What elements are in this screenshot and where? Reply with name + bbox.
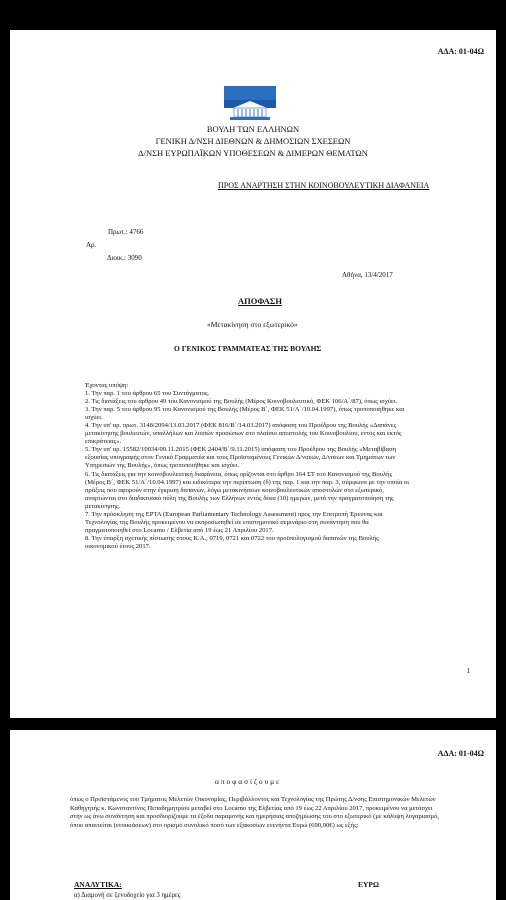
consideration-item: 2. Τις διατάξεις του άρθρου 49 του Κανονισμού της Βουλής (Μέρος Κοινοβουλευτικό, ΦΕΚ 106/Α΄/87), όπως ισχύει. — [85, 398, 398, 406]
consideration-item: 7. Την πρόσκληση της EPTA (European Parliamentary Technology Assessment) προς την Επιτροπή Έρευνας και Τεχνολογίας της Βουλής προκειμένου να εκπροσωπηθεί σε επιστημονικό σεμινάριο στη συνάντηση που θα πραγματοποιηθεί στο Locarno / Ελβετία από 19 έως 21 Απριλίου 2017. — [85, 510, 383, 534]
document-date: Αθήνα, 13/4/2017 — [342, 271, 393, 279]
consideration-item: 3. Την παρ. 5 του άρθρου 95 του Κανονισμού της Βουλής (Μέρος Β΄, ΦΕΚ 51/Α΄/10.04.1997), όπως τροποποιήθηκε και ισχύει. — [85, 406, 405, 422]
parliament-logo-icon — [224, 86, 276, 120]
ada-code: ΑΔΑ: 01-04Ω — [437, 47, 484, 56]
posting-note: ΠΡΟΣ ΑΝΑΡΤΗΣΗ ΣΤΗΝ ΚΟΙΝΟΒΟΥΛΕΥΤΙΚΗ ΔΙΑΦΑΝΕΙΑ — [218, 181, 430, 190]
issuing-authority: Ο ΓΕΝΙΚΟΣ ΓΡΑΜΜΑΤΕΑΣ ΤΗΣ ΒΟΥΛΗΣ — [174, 344, 322, 353]
ada-code: ΑΔΑ: 01-04Ω — [437, 749, 484, 758]
consideration-item: 4. Την υπ' αρ. πρωτ. 3148/2094/13.03.2017 (ΦΕΚ 816/Β΄/14.03.2017) απόφαση του Προέδρου της Βουλής «Δαπάνες μετακίνησης βουλευτών, υπαλλήλων και λοιπών προσώπων στο πλαίσιο αποστολής του Κοινοβουλίου, εντός και εκτός επικράτειας». — [85, 422, 402, 446]
header-general-directorate: ΓΕΝΙΚΗ Δ/ΝΣΗ ΔΙΕΘΝΩΝ & ΔΗΜΟΣΙΩΝ ΣΧΕΣΕΩΝ — [155, 136, 351, 146]
protocol-ar: Αρ. — [86, 241, 97, 249]
consideration-item: 5. Την υπ' αρ. 15582/10034/09.11.2015 (ΦΕΚ 2404/Β΄/9.11.2015) απόφαση του Προέδρου της Βουλής «Μεταβίβαση εξουσίας υπογραφής στον Γενικό Γραμματέα και τους Προϊσταμένους Γενικών Δ/νσεων, Δ/νσεων και Τμημάτων των Υπηρεσιών της Βουλής», όπως τροποποιήθηκε και ισχύει. — [85, 446, 397, 470]
header-parliament-name: ΒΟΥΛΗ ΤΩΝ ΕΛΛΗΝΩΝ — [206, 124, 300, 134]
having-regard-label: Έχοντας υπόψη: — [85, 382, 129, 389]
consideration-item: 8. Την ύπαρξη σχετικής πίστωσης στους Κ.Α., 0719, 0721 και 0722 του προϋπολογισμού δαπανών της Βουλής οικονομικού έτους 2017. — [85, 534, 379, 550]
consideration-item: 6. Τις διατάξεις για την κοινοβουλευτική διαφάνεια, όπως ορίζονται στο άρθρο 164 ΣΤ του Κανονισμού της Βουλής (Μέρος Β΄, ΦΕΚ 51/Α΄/10.04.1997) και ειδικότερα την περίπτωση (δ) της παρ. 1 και την παρ. 3, σύμφωνα με την οποία οι πράξεις που αφορούν στην έγκριση δαπανών, λόγω μετακινήσεων κοινοβουλευτικών αποστολών στο εξωτερικό, αναρτώνται στο διαδικτυακό πύλη της Βουλής των Ελλήνων εντός δέκα (10) ημερών, μετά την πραγματοποίηση της μετακίνησης. — [85, 470, 410, 510]
protocol-dioik: Διοικ.: 3090 — [107, 254, 142, 262]
document-title: ΑΠΟΦΑΣΗ — [238, 296, 282, 306]
expense-item: α) Διαμονή σε ξενοδοχείο για 3 ημέρες — [74, 892, 181, 899]
page-number: 1 — [466, 667, 470, 675]
header-directorate: Δ/ΝΣΗ ΕΥΡΩΠΑΪΚΩΝ ΥΠΟΘΕΣΕΩΝ & ΔΙΜΕΡΩΝ ΘΕΜΑΤΩΝ — [138, 148, 368, 158]
decision-paragraph: όπως ο Προϊστάμενος του Τμήματος Μελετών Οικονομίας, Περιβάλλοντος και Τεχνολογίας της Πρώτης Δ/νσης Επιστημονικών Μελετών Καθηγητής κ. Κωνσταντίνος Πεπαδημητρίου μεταβεί στο Locarno της Ελβετίας από 19 έως 22 Απριλίου 2017, προκειμένου να μετάσχει στην ως άνω συνάντηση και προσδιορίζουμε τα έξοδα παραμονής και ημερήσιας αποζημίωσης του στο εξωτερικό (με κάλυψη λογαριασμό, όπου απαιτείται (ενοικιάσεων) στο ορισμό συνολικό ποσό των εξακοσίων ενενήντα Ευρώ (690,00€) ως εξής: — [70, 796, 440, 829]
decision-heading: α π ο φ α σ ί ζ ο υ μ ε — [215, 777, 280, 786]
consideration-item: 1. Την παρ. 1 του άρθρου 65 του Συντάγματος. — [85, 390, 210, 398]
considerations-section — [85, 382, 411, 551]
euro-column-header: ΕΥΡΩ — [358, 880, 380, 889]
protocol-number: Πρωτ.: 4766 — [108, 228, 144, 236]
document-page-2 — [10, 730, 496, 900]
document-page-1 — [10, 30, 496, 718]
document-subtitle: «Μετακίνηση στο εξωτερικό» — [207, 320, 298, 329]
analytika-heading: ΑΝΑΛΥΤΙΚΑ: — [74, 880, 122, 889]
